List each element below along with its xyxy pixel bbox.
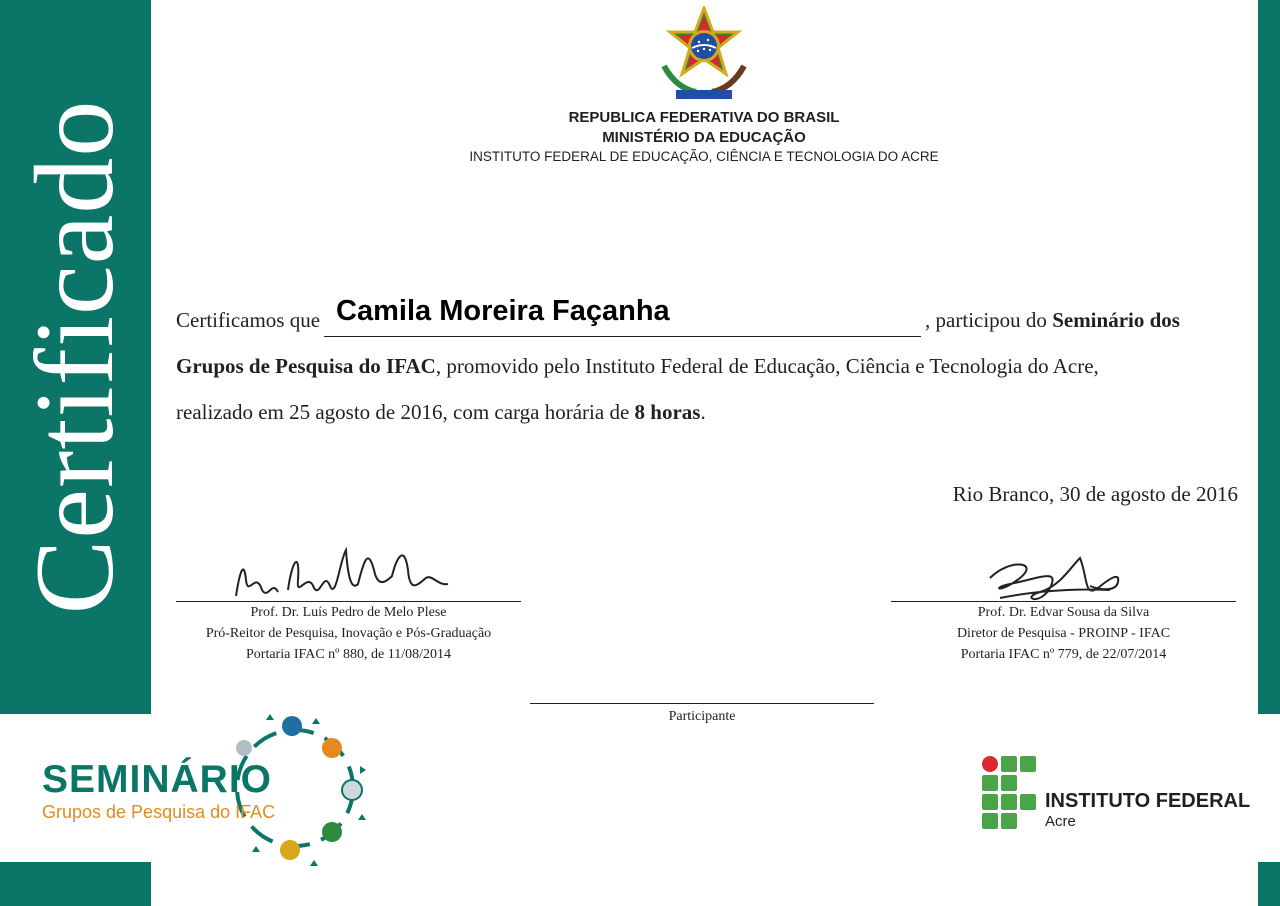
certificate-text-line-3 (176, 390, 1238, 435)
event-name-part-1: Seminário dos (1052, 308, 1180, 332)
recipient-name-slot (324, 295, 921, 337)
participated-text: , participou do (925, 308, 1047, 332)
left-signature-icon (228, 540, 458, 604)
right-signature-block (891, 601, 1236, 665)
left-signer-role: Pró-Reitor de Pesquisa, Inovação e Pós-Graduação (205, 626, 492, 641)
recipient-name: Camila Moreira Façanha (336, 295, 670, 327)
seminar-logo-subtitle: Grupos de Pesquisa do IFAC (42, 802, 276, 822)
left-signature-block (176, 601, 521, 665)
right-signer-name: Prof. Dr. Edvar Sousa da Silva (977, 605, 1150, 620)
if-grid-icon (982, 756, 1036, 830)
institute-federal-logo (982, 756, 1262, 836)
coat-of-arms-icon (656, 6, 752, 104)
held-text: realizado em 25 agosto de 2016, com carga horária de (176, 400, 630, 424)
right-signer-ordinance: Portaria IFAC nº 779, de 22/07/2014 (960, 647, 1167, 662)
institute-campus: Acre (1045, 813, 1076, 830)
left-signer-ordinance: Portaria IFAC nº 880, de 11/08/2014 (246, 647, 451, 662)
seminar-logo-title: SEMINÁRIO (42, 758, 273, 801)
event-name-part-2: Grupos de Pesquisa do IFAC (176, 354, 436, 378)
header-country: REPUBLICA FEDERATIVA DO BRASIL (568, 109, 840, 126)
header-ministry: MINISTÉRIO DA EDUCAÇÃO (602, 129, 806, 146)
participant-signature-block (530, 703, 874, 725)
place-and-date: Rio Branco, 30 de agosto de 2016 (952, 482, 1238, 506)
participant-label: Participante (668, 709, 736, 724)
promoted-text: , promovido pelo Instituto Federal de Educação, Ciência e Tecnologia do Acre, (435, 354, 1099, 378)
sentence-end: . (700, 400, 706, 424)
participant-signature-line (530, 703, 874, 704)
certify-prefix: Certificamos que (176, 308, 321, 332)
right-teal-band (1258, 0, 1280, 714)
seminar-logo (30, 706, 370, 866)
certificate-text-line-2 (176, 344, 1238, 389)
certificate-text-line-1 (176, 295, 1238, 343)
left-signer-name: Prof. Dr. Luís Pedro de Melo Plese (250, 605, 447, 620)
certificate-vertical-title: Certificado (13, 99, 137, 615)
workload-hours: 8 horas (634, 400, 701, 424)
right-teal-band-bottom (1258, 862, 1280, 906)
right-signer-role: Diretor de Pesquisa - PROINP - IFAC (956, 626, 1171, 641)
institution-header (404, 108, 1004, 166)
left-teal-band-bottom (0, 862, 151, 906)
header-institute: INSTITUTO FEDERAL DE EDUCAÇÃO, CIÊNCIA E TECNOLOGIA DO ACRE (469, 149, 939, 164)
institute-name: INSTITUTO FEDERAL (1045, 790, 1251, 812)
